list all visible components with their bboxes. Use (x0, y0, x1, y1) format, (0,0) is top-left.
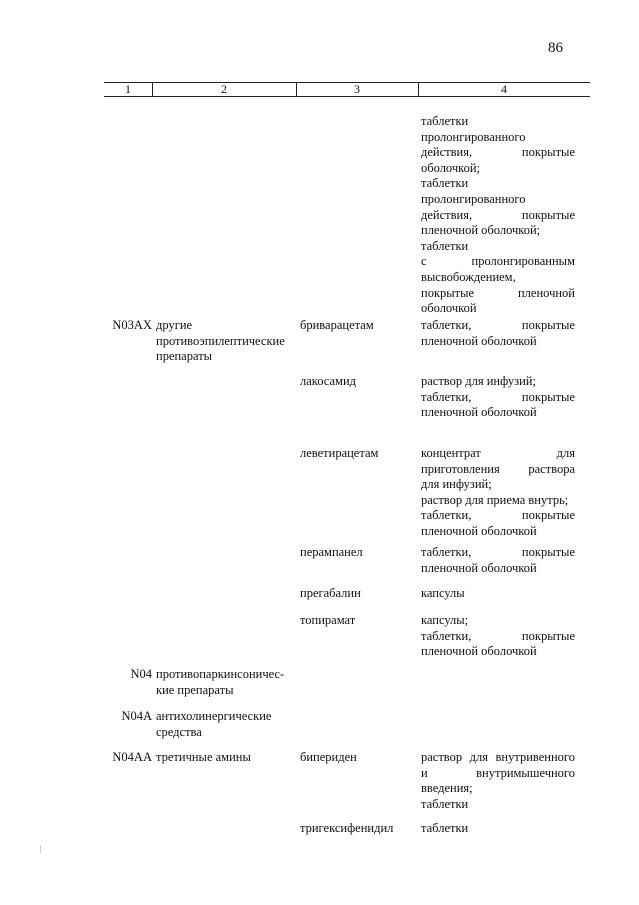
page-number: 86 (548, 40, 563, 56)
dosage-form-line: и внутримышечного (421, 765, 575, 780)
group-name-line: противопаркинсоничес- (156, 667, 285, 681)
group-name-line: другие (156, 318, 193, 332)
header-col-4: 4 (501, 82, 507, 96)
dosage-form-line: таблетки (421, 176, 469, 191)
dosage-form-line: таблетки (421, 796, 469, 811)
group-name (156, 750, 292, 766)
scan-mark (40, 845, 41, 853)
dosage-forms (421, 374, 575, 421)
dosage-form-line: покрытые пленочной (421, 285, 575, 300)
dosage-forms (421, 545, 575, 576)
dosage-form-line: пленочной оболочкой (421, 523, 537, 538)
atc-code: N04A (121, 709, 152, 723)
dosage-form-line: раствор для инфузий; (421, 374, 536, 388)
dosage-form-line: действия, покрытые (421, 207, 575, 222)
group-name (156, 709, 292, 740)
group-name-line: препараты (156, 349, 213, 364)
dosage-form-line: концентрат для (421, 446, 575, 460)
atc-code: N04 (130, 667, 152, 681)
dosage-form-line: таблетки, покрытые (421, 628, 575, 643)
drug-name: прегабалин (300, 586, 361, 600)
dosage-form-line: пленочной оболочкой; (421, 223, 541, 238)
atc-code: N03AX (112, 318, 152, 332)
dosage-forms (421, 446, 575, 540)
drug-name: леветирацетам (300, 446, 379, 460)
dosage-form-line: пролонгированного (421, 129, 526, 144)
dosage-form-line: введения; (421, 781, 473, 796)
dosage-forms (421, 114, 575, 317)
dosage-form-line: действия, покрытые (421, 145, 575, 160)
dosage-form-line: таблетки, покрытые (421, 508, 575, 523)
drug-name: бриварацетам (300, 318, 374, 332)
header-col-1: 1 (125, 82, 131, 96)
dosage-form-line: капсулы; (421, 613, 469, 627)
header-col-3: 3 (354, 82, 360, 96)
dosage-form-line: приготовления раствора (421, 461, 575, 476)
group-name-line: противоэпилептические (156, 333, 285, 348)
group-name-line: кие препараты (156, 682, 234, 697)
drug-name: бипериден (300, 750, 357, 764)
dosage-forms (421, 586, 575, 602)
dosage-forms (421, 821, 575, 837)
dosage-form-line: оболочкой (421, 301, 477, 316)
dosage-form-line: таблетки (421, 821, 469, 835)
dosage-forms (421, 318, 575, 349)
group-name (156, 667, 292, 698)
dosage-form-line: таблетки, покрытые (421, 318, 575, 332)
dosage-form-line: пленочной оболочкой (421, 644, 537, 659)
group-name (156, 318, 292, 365)
dosage-form-line: пролонгированного (421, 191, 526, 206)
group-name-line: антихолинергические (156, 709, 272, 723)
group-name-line: средства (156, 724, 202, 739)
header-col-2: 2 (221, 82, 227, 96)
dosage-form-line: капсулы (421, 586, 465, 600)
dosage-form-line: пленочной оболочкой (421, 405, 537, 420)
dosage-form-line: высвобождением, (421, 269, 516, 284)
group-name-line: третичные амины (156, 750, 251, 764)
atc-code: N04AA (112, 750, 152, 764)
dosage-forms (421, 613, 575, 660)
dosage-form-line: таблетки, покрытые (421, 545, 575, 559)
dosage-form-line: таблетки (421, 238, 469, 253)
drug-name: тригексифенидил (300, 821, 394, 835)
dosage-form-line: пленочной оболочкой (421, 333, 537, 348)
dosage-form-line: пленочной оболочкой (421, 560, 537, 575)
dosage-forms (421, 750, 575, 812)
drug-name: перампанел (300, 545, 363, 559)
dosage-form-line: с пролонгированным (421, 254, 575, 269)
dosage-form-line: раствор для приема внутрь; (421, 492, 569, 507)
dosage-form-line: для инфузий; (421, 477, 492, 492)
drug-name: лакосамид (300, 374, 356, 388)
dosage-form-line: оболочкой; (421, 160, 480, 175)
header-bottom-rule (104, 96, 590, 97)
drug-name: топирамат (300, 613, 356, 627)
dosage-form-line: раствор для внутривенного (421, 750, 575, 764)
dosage-form-line: таблетки (421, 114, 469, 128)
dosage-form-line: таблетки, покрытые (421, 389, 575, 404)
